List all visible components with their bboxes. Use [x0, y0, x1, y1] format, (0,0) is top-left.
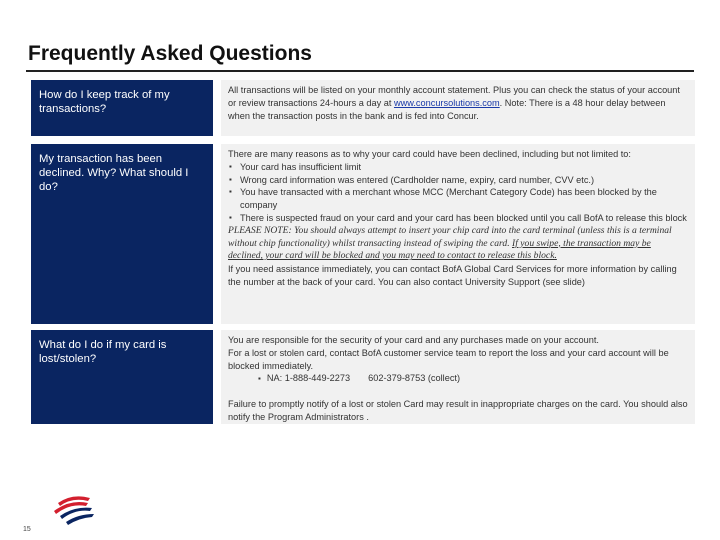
faq-answer-3-para1: You are responsible for the security of your card and any purchases made on your account.	[228, 335, 599, 345]
list-item: ▪ You have transacted with a merchant whose MCC (Merchant Category Code) has been blocked by the company	[228, 186, 688, 212]
faq-answer-2-intro: There are many reasons as to why your card could have been declined, including but not limited to:	[228, 149, 631, 159]
logo-blue-stripe	[66, 514, 94, 525]
decline-reasons-list	[228, 161, 688, 225]
faq-answer-3-para2: For a lost or stolen card, contact BofA customer service team to report the loss and your card account will be blocked immediately.	[228, 347, 669, 371]
list-item: ▪ Wrong card information was entered (Cardholder name, expiry, card number, CVV etc.)	[228, 174, 688, 187]
faq-answer-2	[221, 144, 695, 324]
phone-collect: 602-379-8753 (collect)	[368, 373, 461, 384]
faq-question-1: How do I keep track of my transactions?	[31, 80, 213, 136]
phone-na: NA: 1-888-449-2273	[266, 373, 351, 384]
faq-question-2: My transaction has been declined. Why? What should I do?	[31, 144, 213, 324]
list-item: ▪ There is suspected fraud on your card and your card has been blocked until you call BofA to release this block	[228, 212, 688, 225]
list-item: ▪ Your card has insufficient limit	[228, 161, 688, 174]
faq-answer-2-closing: If you need assistance immediately, you can contact BofA Global Card Services for more information by calling the number at the back of your card. You can also contact University Support (see slide)	[228, 264, 677, 287]
faq-answer-3	[221, 330, 695, 424]
page-number: 15	[23, 526, 31, 533]
page-title: Frequently Asked Questions	[28, 42, 312, 65]
faq-question-3: What do I do if my card is lost/stolen?	[31, 330, 213, 424]
faq-answer-1	[221, 80, 695, 136]
chip-card-note: PLEASE NOTE: You should always attempt to insert your chip card into the card terminal (unless this is a terminal without chip functionality) whilst transacting instead of swiping the card. If you swipe, the transaction may be declined, your card will be blocked and you may need to contact to release this block.	[228, 224, 672, 262]
title-divider	[26, 70, 694, 72]
concur-link[interactable]: www.concursolutions.com	[393, 97, 500, 108]
bank-logo	[48, 494, 98, 526]
faq-answer-3-para3: Failure to promptly notify of a lost or stolen Card may result in inappropriate charges on the card. You should also notify the Program Administrators .	[228, 399, 688, 422]
faq-answer-1-text: All transactions will be listed on your monthly account statement. Plus you can check the status of your account or review transactions 24-hours a day at www.concursolutions.com. Note: There is a 48 hour delay between when the transaction posts in the bank and is fed into Concur.	[228, 85, 680, 121]
phone-numbers: ▪ NA: 1-888-449-2273 602-379-8753 (collect)	[258, 373, 461, 384]
swipe-warning: If you swipe, the transaction may be declined, your card will be blocked and you may need to contact to release this block.	[228, 237, 651, 262]
